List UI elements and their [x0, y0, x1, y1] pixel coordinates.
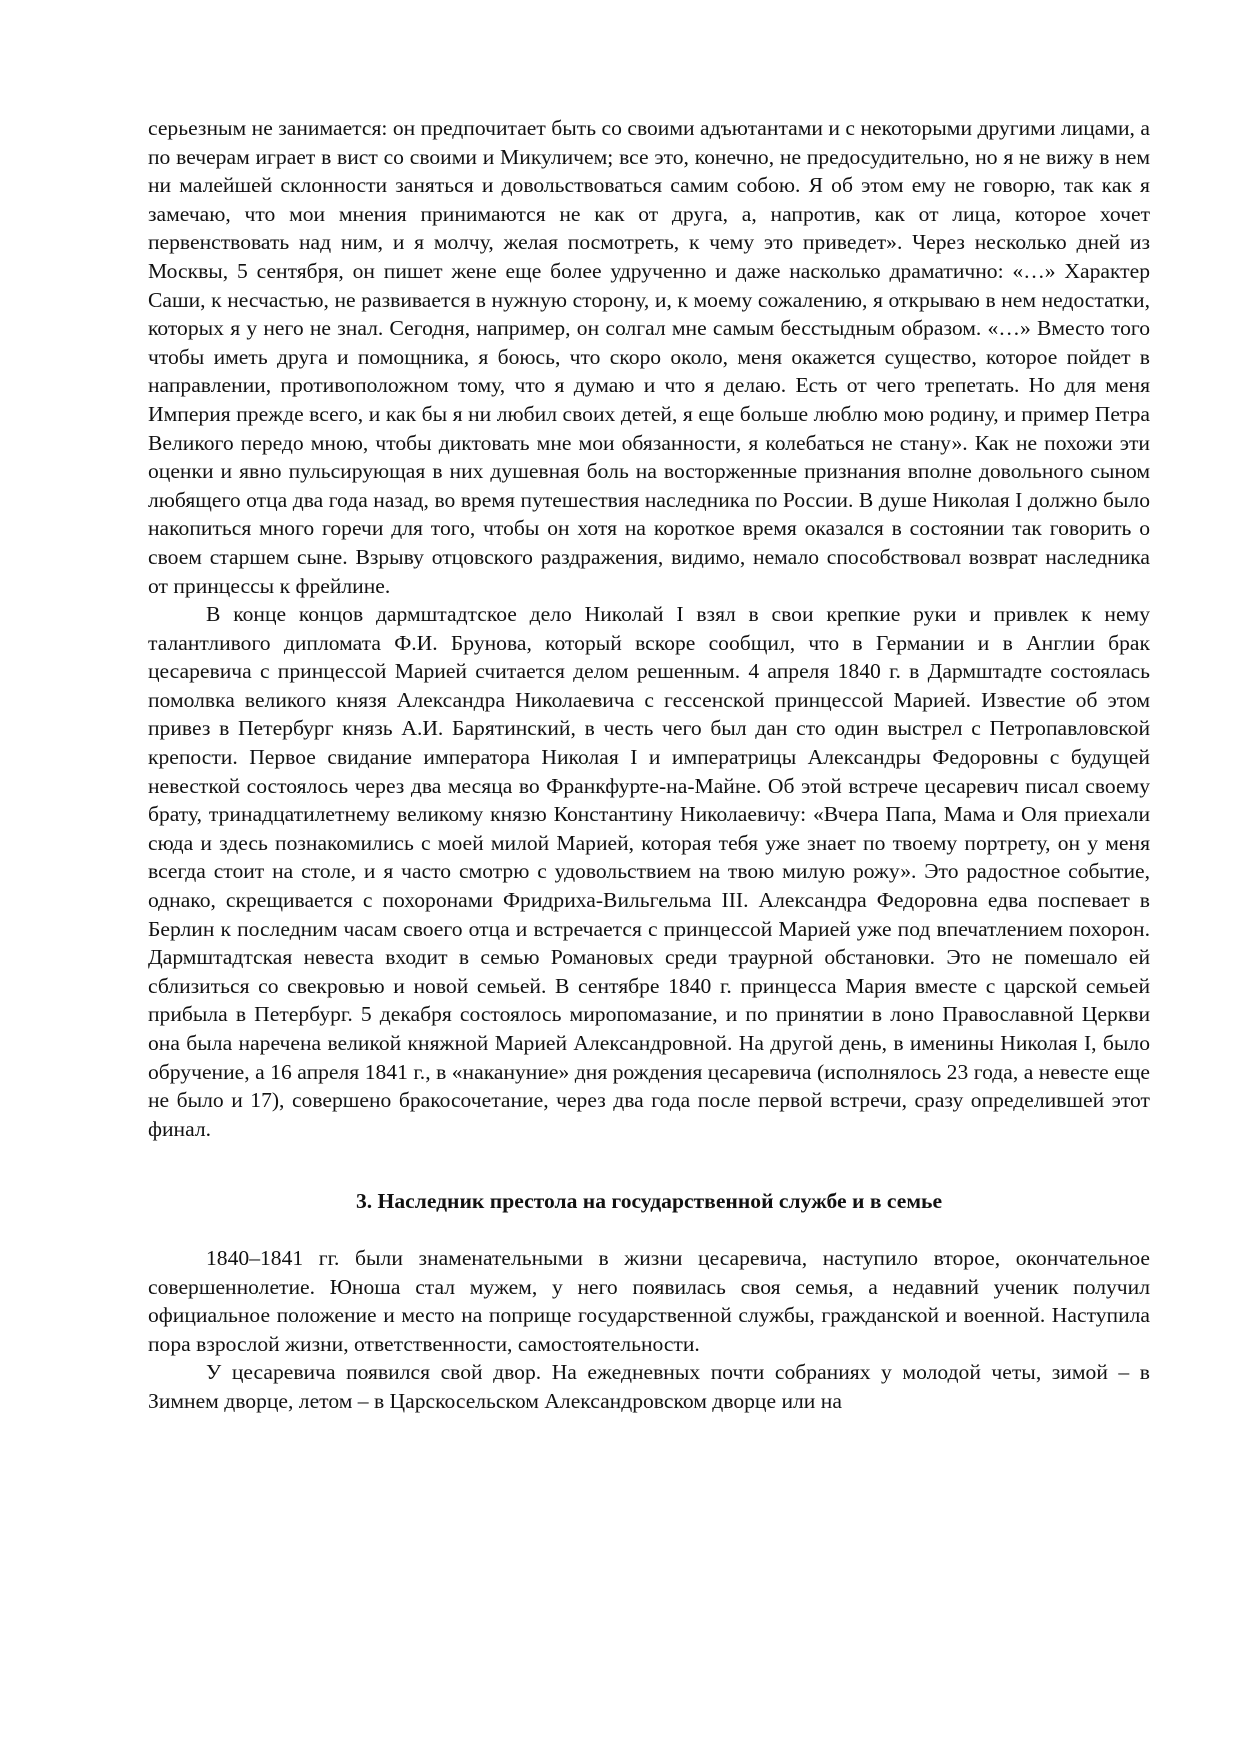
paragraph-3: 1840–1841 гг. были знаменательными в жизни цесаревича, наступило второе, окончательное совершеннолетие. Юноша стал мужем, у него появилась своя семья, а недавний ученик получил официальное положение и место на поприще государственной службы, гражданской и военной. Наступила пора взрослой жизни, ответственности, самостоятельности.	[148, 1245, 1150, 1356]
document-page	[148, 114, 1150, 1416]
spacer	[148, 1143, 1150, 1187]
paragraph-4: У цесаревича появился свой двор. На ежедневных почти собраниях у молодой четы, зимой – в Зимнем дворце, летом – в Царскосельском Александровском дворце или на	[148, 1360, 1150, 1413]
paragraph-1: серьезным не занимается: он предпочитает быть со своими адъютантами и с некоторыми другими лицами, а по вечерам играет в вист со своими и Микуличем; все это, конечно, не предосудительно, но я не вижу в нем ни малейшей склонности заняться и довольствоваться самим собою. Я об этом ему не говорю, так как я замечаю, что мои мнения принимаются не как от друга, а, напротив, как от лица, которое хочет первенствовать над ним, и я молчу, желая посмотреть, к чему это приведет». Через несколько дней из Москвы, 5 сентября, он пишет жене еще более удрученно и даже насколько драматично: «…» Характер Саши, к несчастью, не развивается в нужную сторону, и, к моему сожалению, я открываю в нем недостатки, которых я у него не знал. Сегодня, например, он солгал мне самым бесстыдным образом. «…» Вместо того чтобы иметь друга и помощника, я боюсь, что скоро около, меня окажется существо, которое пойдет в направлении, противоположном тому, что я думаю и что я делаю. Есть от чего трепетать. Но для меня Империя прежде всего, и как бы я ни любил своих детей, я еще больше люблю мою родину, и пример Петра Великого передо мною, чтобы диктовать мне мои обязанности, я колебаться не стану». Как не похожи эти оценки и явно пульсирующая в них душевная боль на восторженные признания вполне довольного сыном любящего отца два года назад, во время путешествия наследника по России. В душе Николая I должно было накопиться много горечи для того, чтобы он хотя на короткое время оказался в состоянии так говорить о своем старшем сыне. Взрыву отцовского раздражения, видимо, немало способствовал возврат наследника от принцессы к фрейлине.	[148, 116, 1150, 598]
spacer	[148, 1216, 1150, 1244]
paragraph-2: В конце концов дармштадтское дело Николай I взял в свои крепкие руки и привлек к нему талантливого дипломата Ф.И. Брунова, который вскоре сообщил, что в Германии и в Англии брак цесаревича с принцессой Марией считается делом решенным. 4 апреля 1840 г. в Дармштадте состоялась помолвка великого князя Александра Николаевича с гессенской принцессой Марией. Известие об этом привез в Петербург князь А.И. Барятинский, в честь чего был дан сто один выстрел с Петропавловской крепости. Первое свидание императора Николая I и императрицы Александры Федоровны с будущей невесткой состоялось через два месяца во Франкфурте-на-Майне. Об этой встрече цесаревич писал своему брату, тринадцатилетнему великому князю Константину Николаевичу: «Вчера Папа, Мама и Оля приехали сюда и здесь познакомились с моей милой Марией, которая тебя уже знает по твоему портрету, он у меня всегда стоит на столе, и я часто смотрю с удовольствием на твою милую рожу». Это радостное событие, однако, скрещивается с похоронами Фридриха-Вильгельма III. Александра Федоровна едва поспевает в Берлин к последним часам своего отца и встречается с принцессой Марией уже под впечатлением похорон. Дармштадтская невеста входит в семью Романовых среди траурной обстановки. Это не помешало ей сблизиться со свекровью и новой семьей. В сентябре 1840 г. принцесса Мария вместе с царской семьей прибыла в Петербург. 5 декабря состоялось миропомазание, и по принятии в лоно Православной Церкви она была наречена великой княжной Марией Александровной. На другой день, в именины Николая I, было обручение, а 16 апреля 1841 г., в «накануние» дня рождения цесаревича (исполнялось 23 года, а невесте еще не было и 17), совершено бракосочетание, через два года после первой встречи, сразу определившей этот финал.	[148, 602, 1150, 1141]
section-heading: 3. Наследник престола на государственной службе и в семье	[355, 1189, 943, 1214]
